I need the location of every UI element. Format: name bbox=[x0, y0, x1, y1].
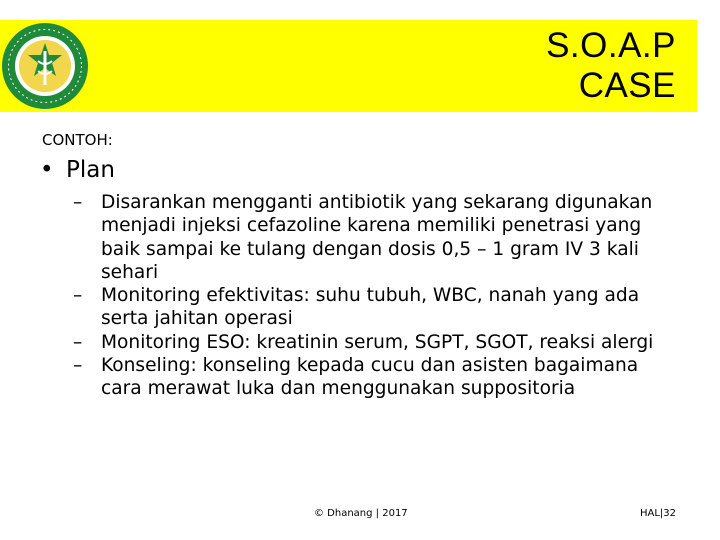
dash-marker: – bbox=[73, 331, 83, 353]
sub-item-text: Monitoring efektivitas: suhu tubuh, WBC, nanah yang ada serta jahitan operasi bbox=[101, 285, 640, 330]
title-line-2: CASE bbox=[578, 66, 676, 105]
bullet-item bbox=[40, 156, 115, 184]
sub-item-text: Disarankan mengganti antibiotik yang sekarang digunakan menjadi injeksi cefazoline karena memiliki penetrasi yang baik sampai ke tulang dengan dosis 0,5 – 1 gram IV 3 kali sehari bbox=[101, 192, 653, 283]
dash-marker: – bbox=[73, 285, 83, 307]
sub-item-text: Monitoring ESO: kreatinin serum, SGPT, SGOT, reaksi alergi bbox=[101, 331, 654, 353]
institution-seal-icon bbox=[0, 21, 90, 111]
sub-item bbox=[73, 284, 683, 331]
dash-marker: – bbox=[73, 355, 83, 377]
sub-item-text: Konseling: konseling kepada cucu dan asisten bagaimana cara merawat luka dan menggunakan suppositoria bbox=[101, 355, 639, 400]
title-line-1: S.O.A.P bbox=[546, 26, 676, 65]
bullet-marker: • bbox=[40, 157, 54, 183]
dash-marker: – bbox=[73, 192, 83, 213]
section-label: CONTOH: bbox=[42, 131, 113, 149]
sub-item bbox=[73, 191, 683, 284]
sub-item-list bbox=[73, 191, 683, 401]
footer-copyright: © Dhanang | 2017 bbox=[314, 508, 408, 519]
bullet-text: Plan bbox=[66, 157, 115, 183]
sub-item bbox=[73, 354, 683, 401]
page-number: HAL|32 bbox=[639, 508, 676, 519]
sub-item bbox=[73, 331, 683, 354]
slide-title bbox=[546, 26, 676, 106]
